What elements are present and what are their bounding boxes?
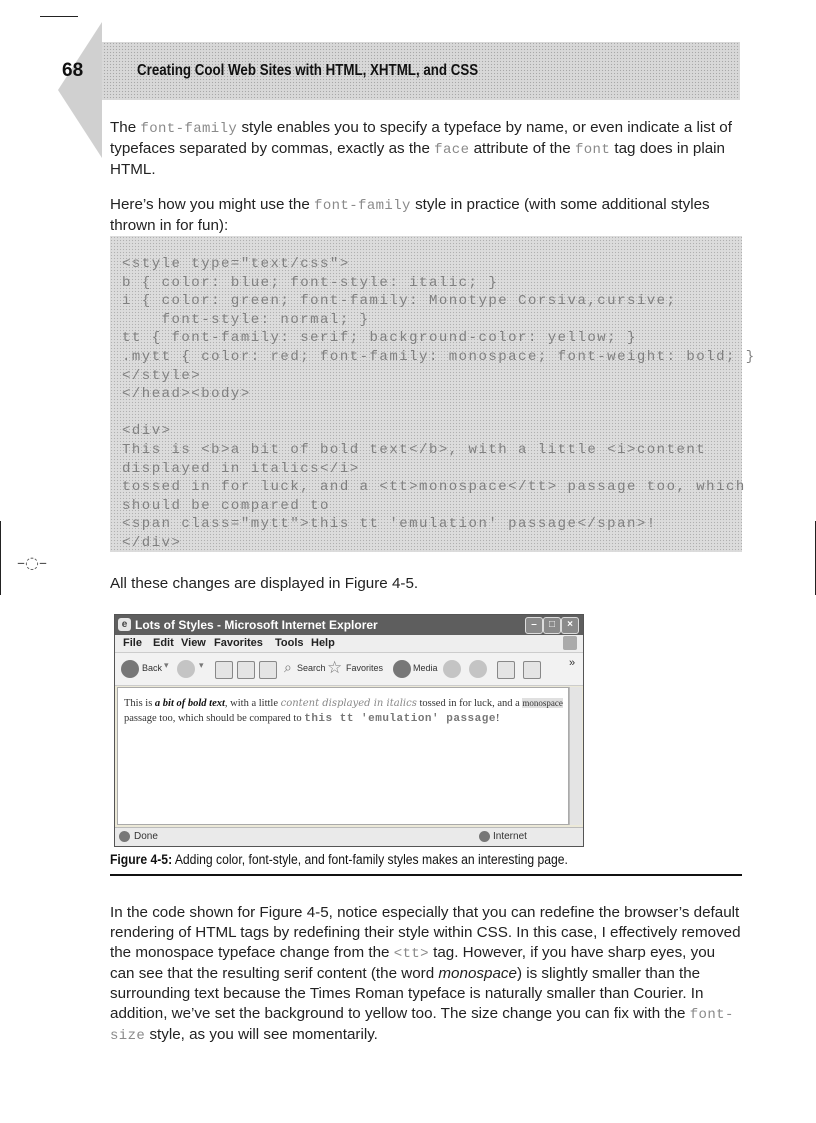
bold-text-sample: a bit of bold text — [154, 698, 225, 709]
code-listing — [122, 255, 756, 553]
vertical-scrollbar[interactable] — [569, 687, 582, 825]
ie-logo-icon: e — [118, 618, 131, 631]
search-button-label[interactable]: Search — [297, 663, 326, 673]
inline-code: <tt> — [393, 946, 429, 962]
home-icon[interactable] — [259, 661, 277, 679]
inline-code: font-size — [110, 1007, 734, 1044]
toolbar-chevron-icon[interactable]: » — [569, 657, 576, 669]
code-line: tt { font-family: serif; background-color: yellow; } — [122, 330, 637, 347]
crop-mark — [0, 521, 1, 595]
print-icon[interactable] — [497, 661, 515, 679]
code-line: <span class="mytt">this tt 'emulation' passage</span>! — [122, 516, 657, 533]
favorites-star-icon[interactable]: ☆ — [327, 658, 343, 677]
menu-help[interactable]: Help — [311, 637, 335, 649]
paragraph: All these changes are displayed in Figure 4-5. — [110, 575, 419, 592]
menu-file[interactable]: File — [123, 637, 142, 649]
dropdown-arrow-icon[interactable]: ▾ — [199, 660, 204, 670]
menu-favorites[interactable]: Favorites — [214, 637, 263, 649]
paragraph: In the code shown for Figure 4-5, notice especially that you can redefine the browser’s default rendering of HTML tags by redefining their style within CSS. In this case, I effectively removed the monospace typeface change from the <tt> tag. However, if you have sharp eyes, you can see that the resulting serif content (the word monospace) is slightly smaller than the surrounding text because the Times Roman typeface is naturally smaller than Courier. In addition, we’ve set the background to yellow too. The size change you can fix with the font-size style, as you will see momentarily. — [110, 904, 741, 1044]
status-text: Done — [134, 831, 158, 842]
running-title: Creating Cool Web Sites with HTML, XHTML, and CSS — [137, 62, 479, 79]
history-icon[interactable] — [443, 660, 461, 678]
code-line: should be compared to — [122, 497, 330, 514]
code-line: tossed in for luck, and a <tt>monospace</tt> passage too, which — [122, 479, 746, 496]
code-line: i { color: green; font-family: Monotype Corsiva,cursive; — [122, 293, 677, 310]
zone-text: Internet — [493, 831, 527, 842]
back-button-label[interactable]: Back — [142, 663, 163, 673]
header-arrow — [58, 22, 102, 158]
figure-screenshot — [114, 614, 584, 847]
menu-edit[interactable]: Edit — [153, 637, 174, 649]
inline-code: face — [434, 142, 470, 158]
figure-caption: Figure 4-5: Adding color, font-style, and font-family styles makes an interesting page. — [110, 852, 568, 867]
menu-tools[interactable]: Tools — [275, 637, 304, 649]
menu-view[interactable]: View — [181, 637, 206, 649]
page-number: 68 — [62, 60, 84, 81]
menu-bar — [115, 635, 583, 653]
mytt-text-sample: this tt 'emulation' passage — [304, 712, 496, 725]
paragraph: The font-family style enables you to specify a typeface by name, or even indicate a list of typefaces separated by commas, exactly as the face attribute of the font tag does in plain HTML. — [110, 119, 732, 178]
inline-code: font-family — [140, 121, 238, 137]
internet-globe-icon — [479, 831, 490, 842]
media-icon[interactable] — [393, 660, 411, 678]
tt-text-sample: monospace — [522, 698, 563, 708]
code-line: font-style: normal; } — [161, 311, 370, 328]
paragraph: Here’s how you might use the font-family style in practice (with some additional styles thrown in for fun): — [110, 196, 710, 234]
toolbar — [115, 653, 583, 686]
window-title: Lots of Styles - Microsoft Internet Explorer — [135, 618, 378, 632]
favorites-button-label[interactable]: Favorites — [346, 663, 384, 673]
edit-icon[interactable] — [523, 661, 541, 679]
emphasis: monospace — [438, 965, 517, 982]
code-line: <style type="text/css"> — [122, 256, 350, 272]
status-bar — [115, 827, 583, 846]
maximize-icon[interactable]: □ — [543, 617, 561, 634]
code-line: displayed in italics</i> — [122, 460, 360, 477]
code-line: <div> — [122, 423, 172, 440]
search-icon[interactable]: ⌕ — [284, 659, 292, 675]
minimize-icon[interactable]: – — [525, 617, 543, 634]
caption-rule — [110, 874, 742, 876]
dropdown-arrow-icon[interactable]: ▾ — [164, 660, 169, 670]
mail-icon[interactable] — [469, 660, 487, 678]
browser-content — [117, 687, 569, 825]
code-line: .mytt { color: red; font-family: monospace; font-weight: bold; } — [122, 348, 756, 365]
code-line: b { color: blue; font-style: italic; } — [122, 274, 499, 291]
ie-title-bar — [115, 615, 583, 635]
stop-icon[interactable] — [215, 661, 233, 679]
windows-flag-icon — [563, 636, 577, 650]
inline-code: font — [574, 142, 611, 158]
page-done-icon — [119, 831, 130, 842]
code-line: </style> — [122, 367, 202, 384]
rendered-page-text: This is a bit of bold text, with a little content displayed in italics tossed in for luck, and a monospace passage too, which should be compared to this tt 'emulation' passage! — [124, 698, 563, 725]
code-line: </head><body> — [122, 386, 251, 403]
crop-mark — [40, 16, 78, 17]
forward-arrow-icon[interactable] — [177, 660, 195, 678]
code-line: This is <b>a bit of bold text</b>, with a little <i>content — [122, 441, 707, 458]
media-button-label[interactable]: Media — [413, 663, 438, 673]
back-arrow-icon[interactable] — [121, 660, 139, 678]
refresh-icon[interactable] — [237, 661, 255, 679]
registration-mark: –◌– — [17, 553, 47, 572]
italic-text-sample: content displayed in italics — [280, 698, 417, 709]
code-line: </div> — [122, 534, 182, 551]
close-icon[interactable]: × — [561, 617, 579, 634]
inline-code: font-family — [314, 198, 411, 214]
figure-label: Figure 4-5: — [110, 852, 173, 867]
